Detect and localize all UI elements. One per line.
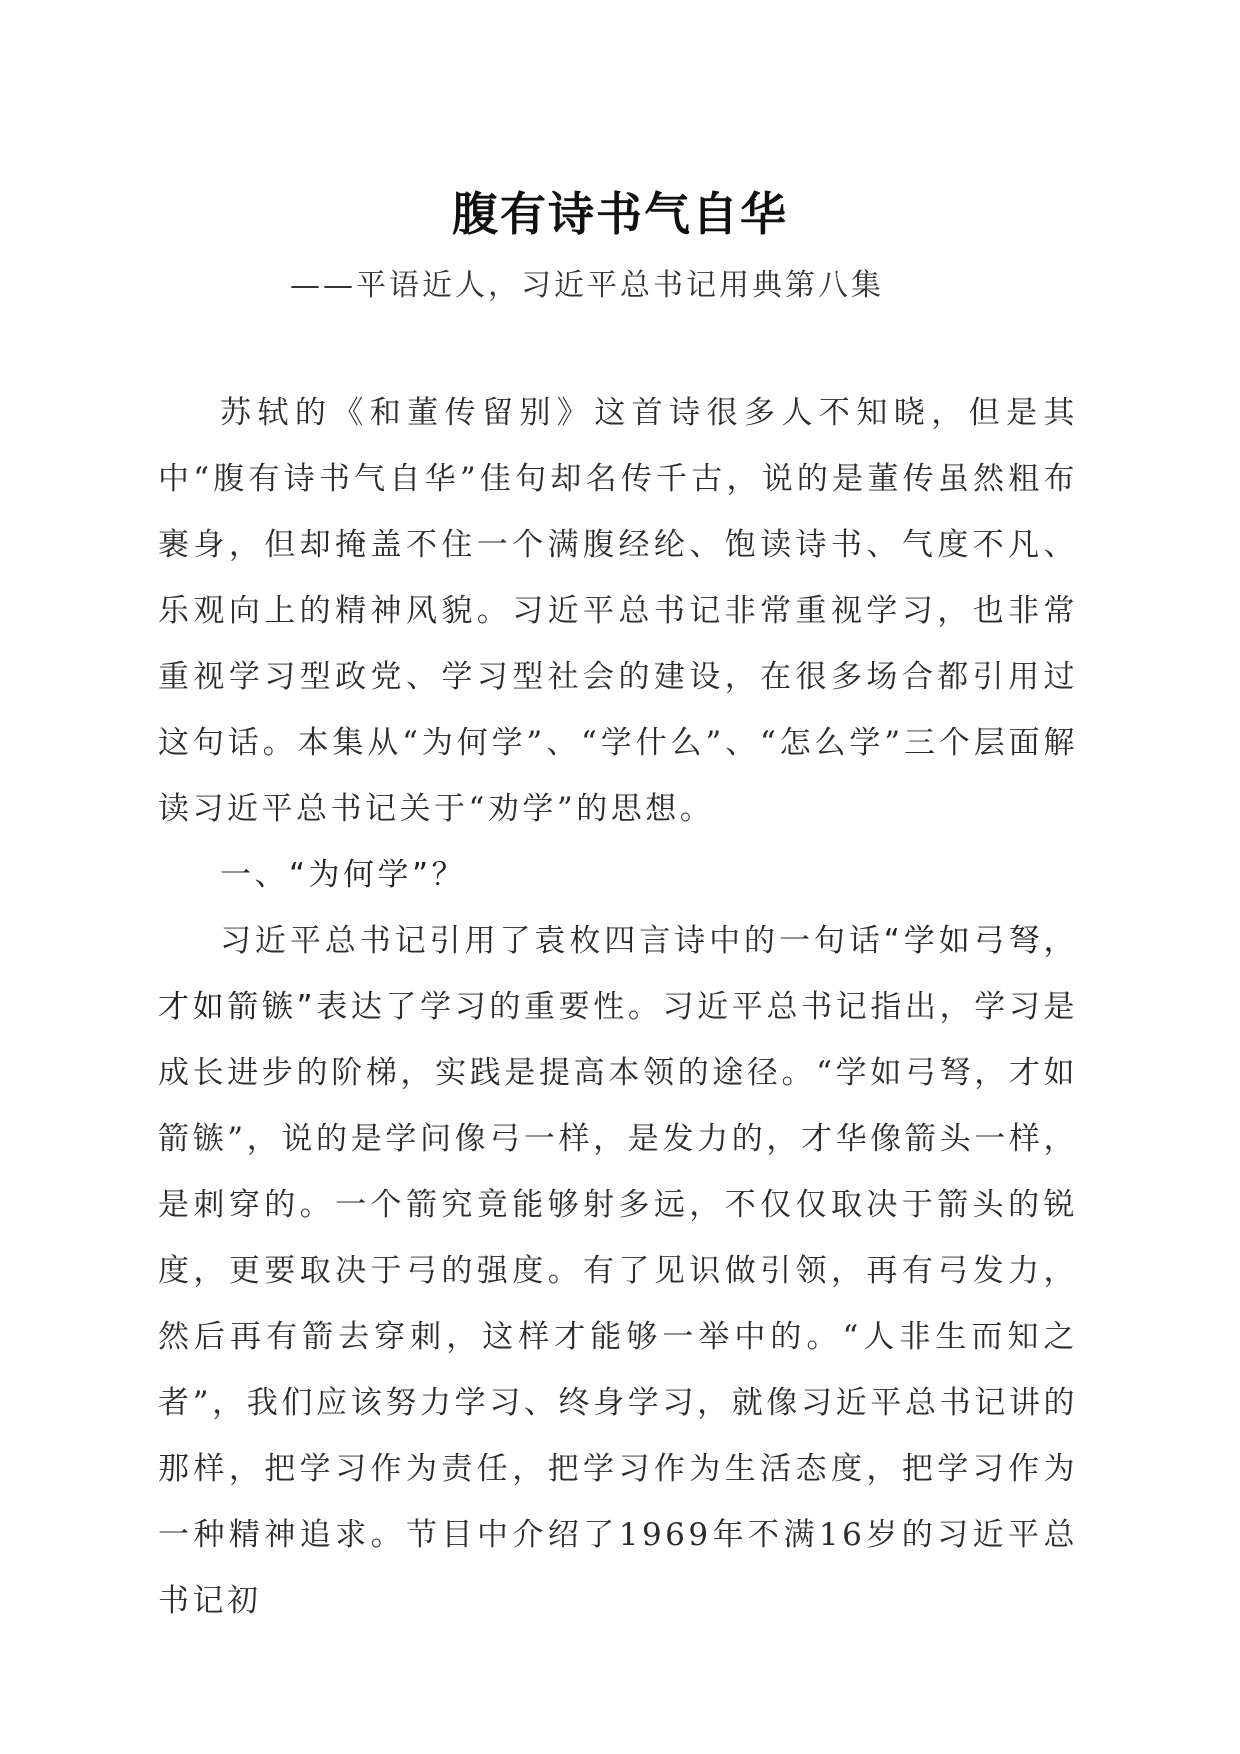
- quote-bow-arrow: “学如弓弩，才如箭镞”: [158, 923, 1078, 1025]
- document-subtitle: ——平语近人，习近平总书记用典第八集: [290, 268, 884, 303]
- paragraph-intro: 苏轼的《和董传留别》这首诗很多人不知晓，但是其中“腹有诗书气自华”佳句却名传千古，说的是董传虽然粗布裹身，但却掩盖不住一个满腹经纶、饱读诗书、气度不凡、乐观向上的精神风貌。习近平总书记非常重视学习，也非常重视学习型政党、学习型社会的建设，在很多场合都引用过这句话。本集从“为何学”、“学什么”、“怎么学”三个层面解读习近平总书记关于“劝学”的思想。: [158, 395, 1078, 827]
- paragraph-why-learn: [158, 908, 1078, 1634]
- section-heading-why-learn: 一、“为何学”？: [220, 857, 467, 893]
- paragraph-why-learn-part1: 习近平总书记引用了袁枚四言诗中的一句话: [220, 923, 884, 959]
- document-title: 腹有诗书气自华: [452, 187, 788, 241]
- paragraph-why-learn-part2: 表达了学习的重要性。习近平总书记指出，学习是成长进步的阶梯，实践是提高本领的途径。“学如弓弩，才如箭镞”，说的是学问像弓一样，是发力的，才华像箭头一样，是刺穿的。一个箭究竟能够射多远，不仅仅取决于箭头的锐度，更要取决于弓的强度。有了见识做引领，再有弓发力，然后再有箭去穿刺，这样才能够一举中的。“人非生而知之者”，我们应该努力学习、终身学习，就像习近平总书记讲的那样，把学习作为责任，把学习作为生活态度，把学习作为一种精神追求。节目中介绍了1969年不满16岁的习近平总书记初: [158, 989, 1079, 1619]
- document-body: [158, 380, 1078, 1634]
